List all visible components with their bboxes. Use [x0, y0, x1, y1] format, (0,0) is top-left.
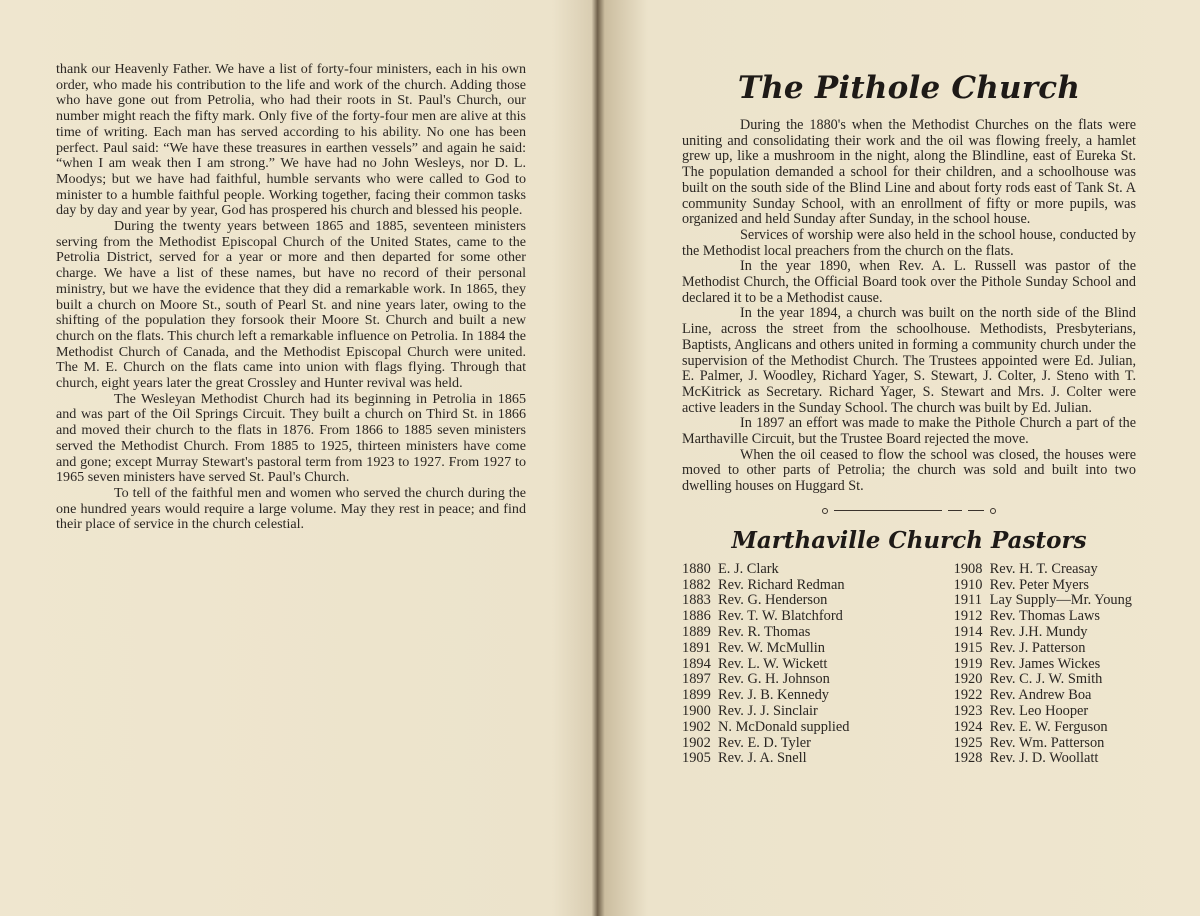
pastor-year: 1899 [682, 687, 711, 704]
pastor-name: Rev. E. W. Ferguson [989, 718, 1108, 735]
pastor-entry [682, 609, 850, 625]
pastors-column-right [954, 562, 1132, 767]
pastor-year: 1891 [682, 639, 711, 656]
pastor-name: Rev. Leo Hooper [989, 703, 1089, 720]
pastor-entry [954, 657, 1132, 673]
pastor-entry [954, 609, 1132, 625]
right-paragraph-6: When the oil ceased to flow the school was closed, the houses were moved to other parts of Petrolia; the church was sold and built into two dwelling houses on Huggard St. [682, 446, 1136, 495]
pastor-year: 1919 [953, 655, 983, 672]
pastor-year: 1905 [682, 750, 711, 767]
pastor-name: E. J. Clark [718, 560, 779, 577]
pastor-year: 1897 [682, 671, 711, 688]
pastor-name: Rev. T. W. Blatchford [718, 608, 843, 625]
left-paragraph-4: To tell of the faithful men and women who served the church during the one hundred years would require a large volume. May they rest in peace; and find their place of service in the church celestial. [56, 484, 526, 533]
pastor-entry [682, 578, 850, 594]
pastor-name: Rev. Richard Redman [718, 576, 845, 593]
pastor-name: Rev. Peter Myers [989, 576, 1090, 593]
pastor-entry [954, 672, 1132, 688]
pastor-year: 1928 [953, 750, 983, 767]
pastor-year: 1920 [953, 671, 983, 688]
pastor-entry [682, 751, 850, 767]
pastors-list [682, 562, 1136, 767]
right-paragraph-2: Services of worship were also held in the school house, conducted by the Methodist local preachers from the church on the flats. [682, 226, 1136, 259]
pastor-year: 1900 [682, 703, 711, 720]
right-paragraph-4: In the year 1894, a church was built on the north side of the Blind Line, across the street from the schoolhouse. Methodists, Presbyterians, Baptists, Anglicans and others united in forming a community church under the supervision of the Methodist Church. The Trustees appointed were Ed. Julian, E. Palmer, J. Woodley, Richard Yager, S. Stewart, J. Colter, J. Steno with T. McKitrick as Secretary. Richard Yager, S. Stewart and Mrs. J. Colter were active leaders in the Sunday School. The church was built by Ed. Julian. [682, 305, 1136, 416]
right-paragraph-3: In the year 1890, when Rev. A. L. Russell was pastor of the Methodist Church, the Official Board took over the Pithole Sunday School and declared it to be a Methodist cause. [682, 258, 1136, 306]
pastor-year: 1922 [953, 687, 983, 704]
pastor-entry [682, 593, 850, 609]
pastor-year: 1894 [682, 655, 711, 672]
left-paragraph-1: thank our Heavenly Father. We have a list of forty-four ministers, each in his own order, who made his contribution to the life and work of the church. Adding those who have gone out from Petrolia, who had their roots in St. Paul's Church, our number might reach the fifty mark. Only five of the forty-four men are alive at this time of writing. Each man has served according to his ability. No one has been perfect. Paul said: “We have these treasures in earthen vessels” and again he said: “when I am weak then I am strong.” We have had no John Wesleys, nor D. L. Moodys; but we have had faithful, humble servants who were called to God to minister to a humble faithful people. Working together, facing their common tasks day by day and year by year, God has prospered his church and blessed his people. [56, 61, 526, 219]
left-paragraph-3: The Wesleyan Methodist Church had its beginning in Petrolia in 1865 and was part of the Oil Springs Circuit. They built a church on Third St. in 1866 and moved their church to the flats in 1876. From 1866 to 1885 seven ministers served the Methodist Church. From 1885 to 1925, thirteen ministers have come and gone; except Murray Stewart's pastoral term from 1923 to 1927. From 1927 to 1965 seven ministers have served St. Paul's Church. [56, 390, 526, 486]
pastor-entry [954, 736, 1132, 752]
pastor-entry [954, 704, 1132, 720]
right-paragraph-1: During the 1880's when the Methodist Churches on the flats were uniting and consolidating their work and the oil was flowing freely, a hamlet grew up, like a mushroom in the night, along the Blindline, east of Eureka St. The population demanded a school for their children, and a schoolhouse was built on the south side of the Blind Line and about forty rods east of Tank St. A community Sunday School, with an enrollment of fifty or more pupils, was organized and held Sunday after Sunday, in the school house. [682, 117, 1136, 228]
pastor-entry [682, 736, 850, 752]
left-paragraph-2: During the twenty years between 1865 and 1885, seventeen ministers serving from the Methodist Episcopal Church of the United States, came to the Petrolia District, served for a year or more and then departed for some other charge. We have a list of these names, but have no record of their personal ministry, but we have the evidence that they did a remarkable work. In 1865, they built a church on Moore St., south of Pearl St. and nine years later, owing to the shifting of the population they forsook their Moore St. Church and built a new church on the flats. This church left a remarkable influence on Petrolia. In 1884 the Methodist Church of Canada, and the Methodist Episcopal Church were united. The M. E. Church on the flats came into union with flags flying. Through that church, eight years later the great Crossley and Hunter revival was held. [56, 218, 526, 392]
pastor-entry [954, 578, 1132, 594]
pastor-entry [954, 720, 1132, 736]
pastor-name: Rev. J. Patterson [989, 639, 1086, 656]
pastor-entry [682, 672, 850, 688]
pastor-name: Rev. J. A. Snell [718, 750, 807, 767]
pastors-title: Marthaville Church Pastors [731, 526, 1087, 554]
pastor-name: Rev. R. Thomas [718, 624, 811, 641]
pastor-name: Rev. J. J. Sinclair [718, 703, 818, 720]
pastor-year: 1883 [682, 592, 711, 609]
pastor-entry [954, 641, 1132, 657]
pastor-name: Rev. Andrew Boa [989, 687, 1092, 704]
pastor-name: Rev. G. Henderson [718, 592, 828, 609]
section-divider [682, 505, 1136, 517]
pastor-name: Rev. H. T. Creasay [989, 560, 1098, 577]
pastor-entry [682, 625, 850, 641]
pastor-year: 1923 [953, 703, 983, 720]
pastor-entry [682, 657, 850, 673]
pastor-entry [682, 704, 850, 720]
pastor-name: Rev. J.H. Mundy [989, 624, 1088, 641]
pastor-entry [954, 625, 1132, 641]
pastor-name: Rev. W. McMullin [718, 639, 826, 656]
pastor-name: Rev. E. D. Tyler [718, 734, 811, 751]
page-title: The Pithole Church [737, 70, 1081, 106]
pastor-name: Lay Supply—Mr. Young [989, 592, 1132, 609]
pastor-name: Rev. C. J. W. Smith [989, 671, 1103, 688]
pastor-name: Rev. G. H. Johnson [718, 671, 830, 688]
pastor-entry [682, 562, 850, 578]
right-paragraph-5: In 1897 an effort was made to make the Pithole Church a part of the Marthaville Circuit, but the Trustee Board rejected the move. [682, 415, 1136, 448]
pastor-name: Rev. Wm. Patterson [989, 734, 1105, 751]
pastor-entry [682, 688, 850, 704]
pastor-year: 1882 [682, 576, 711, 593]
pastor-year: 1908 [953, 560, 983, 577]
pastor-year: 1914 [953, 624, 983, 641]
pastor-name: Rev. James Wickes [989, 655, 1101, 672]
pastor-name: Rev. J. B. Kennedy [718, 687, 829, 704]
pastors-column-left [682, 562, 850, 767]
pastor-entry [954, 562, 1132, 578]
pastor-year: 1912 [953, 608, 983, 625]
pastor-name: Rev. L. W. Wickett [718, 655, 828, 672]
pastor-entry [682, 641, 850, 657]
pastor-year: 1880 [682, 560, 711, 577]
pastor-year: 1915 [953, 639, 983, 656]
left-page [0, 0, 596, 916]
pastor-year: 1889 [682, 624, 711, 641]
pastor-entry [954, 751, 1132, 767]
pastor-name: Rev. Thomas Laws [989, 608, 1100, 625]
pastor-name: Rev. J. D. Woollatt [989, 750, 1099, 767]
right-page [604, 0, 1200, 916]
pastor-name: N. McDonald supplied [718, 718, 850, 735]
pastor-entry [954, 688, 1132, 704]
pastor-year: 1925 [953, 734, 983, 751]
pastor-year: 1902 [682, 734, 711, 751]
pastor-year: 1910 [953, 576, 983, 593]
pastor-year: 1886 [682, 608, 711, 625]
pastor-year: 1911 [953, 592, 982, 609]
pastor-entry [682, 720, 850, 736]
pastor-year: 1902 [682, 718, 711, 735]
pastor-year: 1924 [953, 718, 983, 735]
pastor-entry [954, 593, 1132, 609]
